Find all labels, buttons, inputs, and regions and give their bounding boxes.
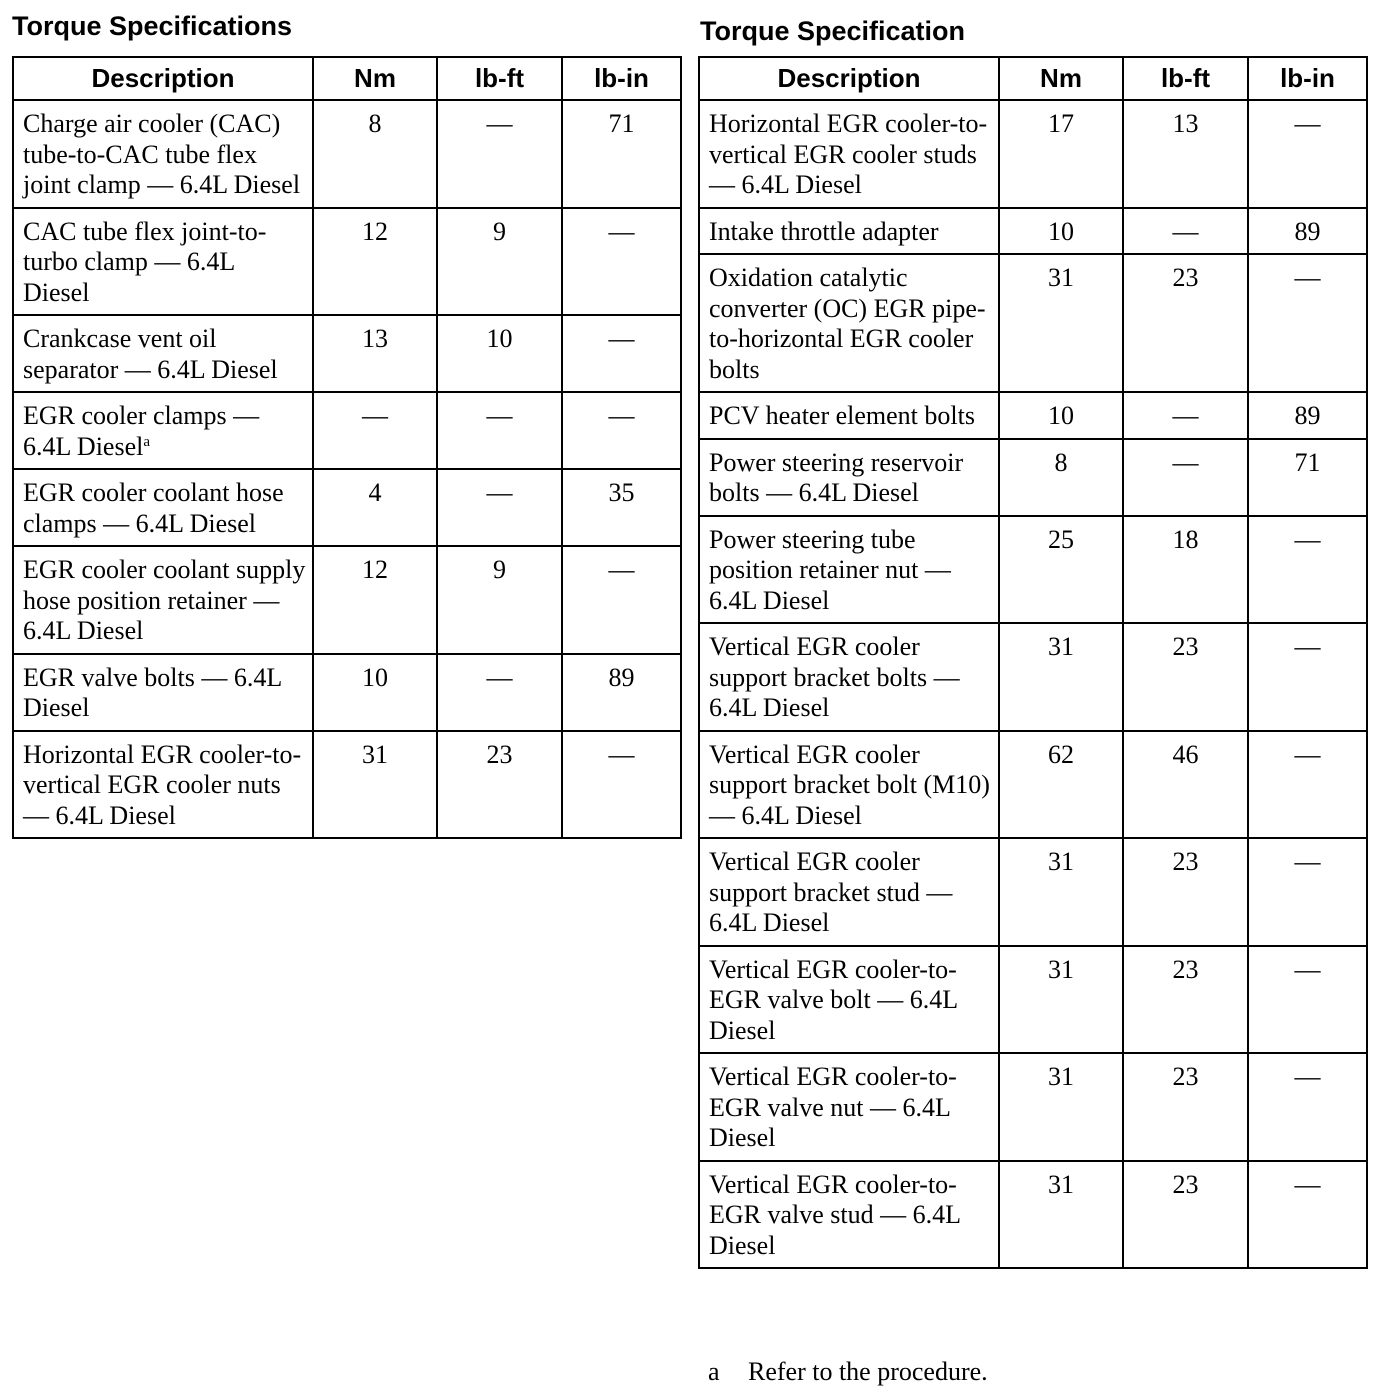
table-row	[13, 100, 681, 208]
nm-cell: 31	[999, 946, 1123, 1054]
header-nm: Nm	[313, 57, 437, 100]
table-header-row	[13, 57, 681, 100]
table-row	[13, 546, 681, 654]
description-text: EGR cooler clamps — 6.4L Diesel	[23, 401, 260, 461]
header-nm: Nm	[999, 57, 1123, 100]
description-text: CAC tube flex joint-to-turbo clamp — 6.4L Diesel	[23, 216, 267, 307]
lbin-cell: —	[1248, 1053, 1367, 1161]
nm-cell: 8	[313, 100, 437, 208]
description-cell	[699, 838, 999, 946]
nm-cell: 31	[999, 254, 1123, 392]
lbft-cell: —	[1123, 439, 1248, 516]
nm-cell: 13	[313, 315, 437, 392]
lbft-cell: 23	[1123, 623, 1248, 731]
nm-cell: 31	[999, 838, 1123, 946]
right-torque-table	[698, 56, 1368, 1269]
table-header-row	[699, 57, 1367, 100]
description-text: PCV heater element bolts	[709, 401, 975, 430]
header-lbin: lb-in	[562, 57, 681, 100]
lbft-cell: 23	[1123, 1053, 1248, 1161]
nm-cell: 31	[999, 623, 1123, 731]
lbin-cell: 35	[562, 469, 681, 546]
lbft-cell: —	[437, 654, 562, 731]
description-cell	[13, 208, 313, 316]
lbft-cell: 10	[437, 315, 562, 392]
description-cell	[699, 254, 999, 392]
table-row	[13, 208, 681, 316]
lbft-cell: 9	[437, 546, 562, 654]
table-row	[13, 315, 681, 392]
description-text: Power steering reservoir bolts — 6.4L Diesel	[709, 447, 964, 507]
nm-cell: 8	[999, 439, 1123, 516]
footnote	[708, 1356, 988, 1388]
header-description: Description	[13, 57, 313, 100]
description-cell	[699, 516, 999, 624]
lbft-cell: —	[437, 469, 562, 546]
lbin-cell: 71	[1248, 439, 1367, 516]
description-cell	[699, 1161, 999, 1269]
table-row	[699, 208, 1367, 255]
nm-cell: 62	[999, 731, 1123, 839]
footnote-marker: a	[143, 433, 151, 450]
left-torque-table	[12, 56, 682, 839]
lbin-cell: —	[1248, 838, 1367, 946]
lbft-cell: —	[437, 392, 562, 469]
table-row	[699, 731, 1367, 839]
lbin-cell: —	[1248, 516, 1367, 624]
lbft-cell: 18	[1123, 516, 1248, 624]
description-text: Charge air cooler (CAC) tube-to-CAC tube flex joint clamp — 6.4L Diesel	[23, 109, 301, 199]
nm-cell: 17	[999, 100, 1123, 208]
description-text: EGR cooler coolant hose clamps — 6.4L Diesel	[23, 478, 284, 538]
description-cell	[13, 654, 313, 731]
description-text: EGR valve bolts — 6.4L Diesel	[23, 662, 282, 722]
nm-cell: 10	[999, 392, 1123, 439]
table-row	[699, 100, 1367, 208]
description-text: Horizontal EGR cooler-to-vertical EGR cooler studs — 6.4L Diesel	[709, 109, 988, 199]
description-cell	[13, 731, 313, 839]
lbin-cell: —	[1248, 731, 1367, 839]
lbin-cell: —	[562, 392, 681, 469]
left-table-title: Torque Specifications	[12, 11, 293, 41]
table-row	[13, 392, 681, 469]
lbft-cell: 23	[1123, 946, 1248, 1054]
description-cell	[13, 469, 313, 546]
lbft-cell: 23	[437, 731, 562, 839]
description-text: Vertical EGR cooler-to-EGR valve bolt — 6.4L Diesel	[709, 954, 958, 1045]
lbin-cell: 89	[1248, 208, 1367, 255]
table-row	[699, 516, 1367, 624]
description-cell	[13, 100, 313, 208]
lbin-cell: —	[562, 546, 681, 654]
lbin-cell: —	[562, 731, 681, 839]
nm-cell: 10	[999, 208, 1123, 255]
lbft-cell: 9	[437, 208, 562, 316]
description-cell	[13, 546, 313, 654]
description-text: EGR cooler coolant supply hose position retainer — 6.4L Diesel	[23, 555, 306, 645]
nm-cell: 12	[313, 208, 437, 316]
description-cell	[13, 392, 313, 469]
lbin-cell: —	[1248, 623, 1367, 731]
lbin-cell: 89	[562, 654, 681, 731]
description-text: Horizontal EGR cooler-to-vertical EGR cooler nuts — 6.4L Diesel	[23, 739, 302, 830]
table-row	[13, 469, 681, 546]
description-text: Crankcase vent oil separator — 6.4L Diesel	[23, 324, 278, 384]
lbin-cell: —	[1248, 1161, 1367, 1269]
description-text: Intake throttle adapter	[709, 216, 939, 246]
lbft-cell: —	[437, 100, 562, 208]
nm-cell: 10	[313, 654, 437, 731]
lbin-cell: —	[1248, 100, 1367, 208]
lbin-cell: —	[1248, 254, 1367, 392]
description-cell	[699, 100, 999, 208]
nm-cell: 25	[999, 516, 1123, 624]
lbft-cell: 23	[1123, 1161, 1248, 1269]
nm-cell: —	[313, 392, 437, 469]
right-table-title: Torque Specification	[700, 16, 966, 46]
description-text: Power steering tube position retainer nut — 6.4L Diesel	[709, 524, 951, 615]
table-row	[699, 254, 1367, 392]
description-cell	[699, 623, 999, 731]
footnote-text: Refer to the procedure.	[748, 1357, 988, 1386]
description-cell	[699, 439, 999, 516]
lbft-cell: 23	[1123, 838, 1248, 946]
table-row	[13, 731, 681, 839]
nm-cell: 31	[999, 1053, 1123, 1161]
description-cell	[699, 1053, 999, 1161]
lbft-cell: —	[1123, 392, 1248, 439]
table-row	[13, 654, 681, 731]
description-cell	[13, 315, 313, 392]
table-row	[699, 392, 1367, 439]
lbft-cell: 13	[1123, 100, 1248, 208]
header-lbft: lb-ft	[437, 57, 562, 100]
lbin-cell: 89	[1248, 392, 1367, 439]
lbft-cell: 46	[1123, 731, 1248, 839]
lbin-cell: 71	[562, 100, 681, 208]
description-cell	[699, 392, 999, 439]
description-text: Vertical EGR cooler-to-EGR valve stud — 6.4L Diesel	[709, 1169, 961, 1260]
description-text: Vertical EGR cooler support bracket stud — 6.4L Diesel	[709, 847, 953, 937]
table-row	[699, 439, 1367, 516]
description-cell	[699, 946, 999, 1054]
nm-cell: 4	[313, 469, 437, 546]
nm-cell: 31	[999, 1161, 1123, 1269]
nm-cell: 31	[313, 731, 437, 839]
description-text: Vertical EGR cooler-to-EGR valve nut — 6.4L Diesel	[709, 1062, 957, 1152]
table-row	[699, 838, 1367, 946]
lbin-cell: —	[562, 208, 681, 316]
description-cell	[699, 208, 999, 255]
description-cell	[699, 731, 999, 839]
lbft-cell: 23	[1123, 254, 1248, 392]
description-text: Oxidation catalytic converter (OC) EGR pipe-to-horizontal EGR cooler bolts	[709, 263, 986, 384]
table-row	[699, 946, 1367, 1054]
table-row	[699, 1161, 1367, 1269]
table-row	[699, 623, 1367, 731]
description-text: Vertical EGR cooler support bracket bolt (M10) — 6.4L Diesel	[709, 739, 990, 830]
nm-cell: 12	[313, 546, 437, 654]
description-text: Vertical EGR cooler support bracket bolts — 6.4L Diesel	[709, 632, 960, 722]
lbin-cell: —	[562, 315, 681, 392]
table-row	[699, 1053, 1367, 1161]
lbin-cell: —	[1248, 946, 1367, 1054]
header-lbft: lb-ft	[1123, 57, 1248, 100]
header-description: Description	[699, 57, 999, 100]
header-lbin: lb-in	[1248, 57, 1367, 100]
footnote-letter: a	[708, 1357, 720, 1386]
lbft-cell: —	[1123, 208, 1248, 255]
